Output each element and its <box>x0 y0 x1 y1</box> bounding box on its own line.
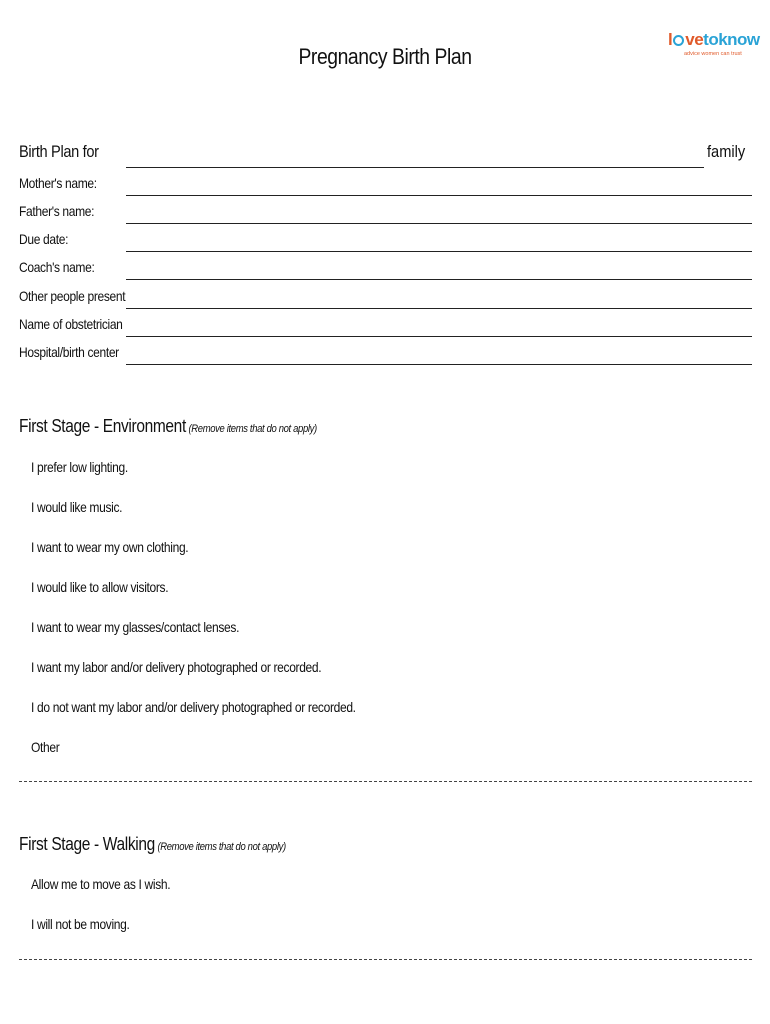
fathers-name-label: Father's name: <box>19 203 95 219</box>
obstetrician-line[interactable] <box>126 336 752 337</box>
section-divider <box>19 781 752 782</box>
section-walking-note: (Remove items that do not apply) <box>157 841 286 853</box>
list-item: I would like to allow visitors. <box>31 579 169 595</box>
mothers-name-line[interactable] <box>126 195 752 196</box>
hospital-label: Hospital/birth center <box>19 344 119 360</box>
birth-plan-for-label: Birth Plan for <box>19 142 99 161</box>
section-divider <box>19 959 752 960</box>
list-item: Other <box>31 739 60 755</box>
hospital-line[interactable] <box>126 364 752 365</box>
due-date-label: Due date: <box>19 231 69 247</box>
list-item: I do not want my labor and/or delivery photographed or recorded. <box>31 699 356 715</box>
list-item: I would like music. <box>31 499 123 515</box>
list-item: I want my labor and/or delivery photographed or recorded. <box>31 659 322 675</box>
list-item: Allow me to move as I wish. <box>31 876 171 892</box>
logo-wordmark: l vetoknow <box>668 30 760 49</box>
family-label: family <box>707 142 746 161</box>
mothers-name-label: Mother's name: <box>19 175 97 191</box>
lovetoknow-logo <box>668 30 760 60</box>
birth-plan-for-line[interactable] <box>126 167 704 168</box>
list-item: I want to wear my glasses/contact lenses. <box>31 619 240 635</box>
list-item: I want to wear my own clothing. <box>31 539 189 555</box>
page-title: Pregnancy Birth Plan <box>298 44 472 69</box>
coachs-name-label: Coach's name: <box>19 259 95 275</box>
logo-tagline: advice women can trust <box>684 51 742 57</box>
heart-o-icon <box>673 35 684 46</box>
section-walking-heading: First Stage - Walking (Remove items that do not apply) <box>19 834 286 854</box>
section-environment-note: (Remove items that do not apply) <box>188 423 317 435</box>
list-item: I will not be moving. <box>31 916 130 932</box>
list-item: I prefer low lighting. <box>31 459 128 475</box>
due-date-line[interactable] <box>126 251 752 252</box>
coachs-name-line[interactable] <box>126 279 752 280</box>
obstetrician-label: Name of obstetrician <box>19 316 123 332</box>
fathers-name-line[interactable] <box>126 223 752 224</box>
other-people-line[interactable] <box>126 308 752 309</box>
section-environment-heading: First Stage - Environment (Remove items that do not apply) <box>19 416 317 436</box>
other-people-label: Other people present <box>19 288 126 304</box>
